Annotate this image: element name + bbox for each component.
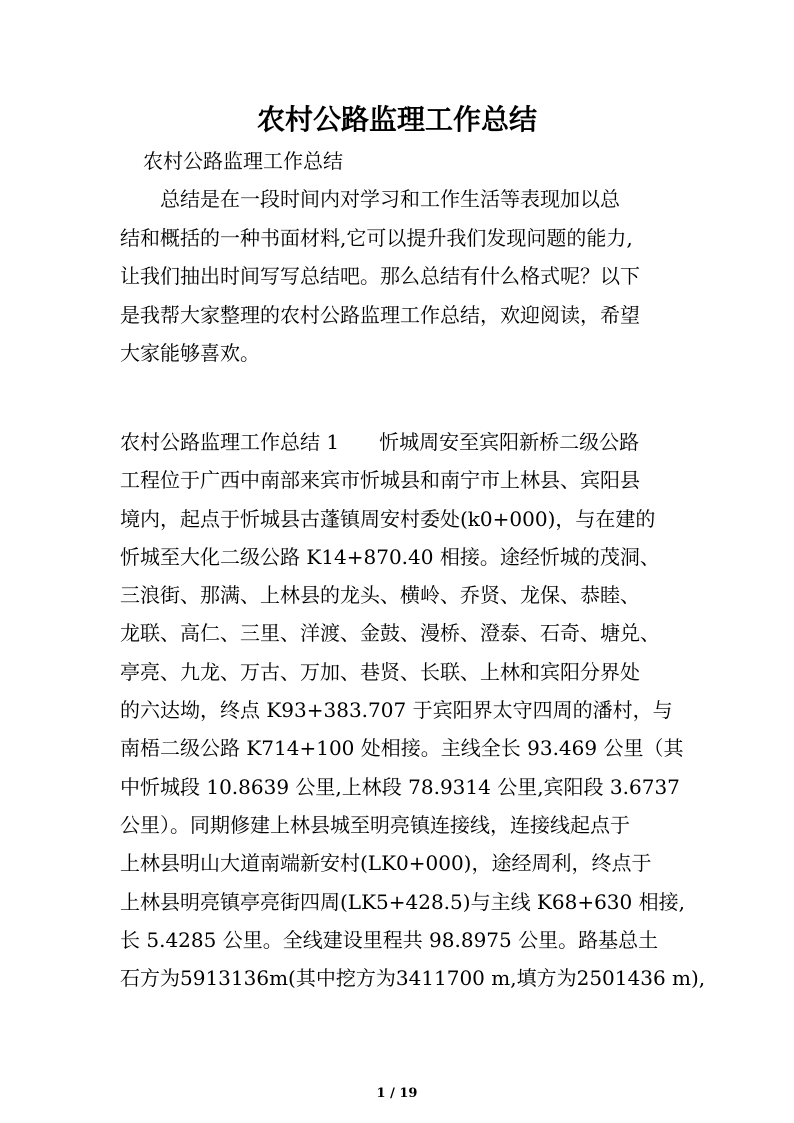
- text-line: 忻城至大化二级公路 K14+870.40 相接。途经忻城的茂洞、: [120, 544, 660, 569]
- page-indicator: 1 / 19: [376, 1086, 418, 1101]
- text-line: 工程位于广西中南部来宾市忻城县和南宁市上林县、宾阳县: [120, 468, 640, 493]
- text-line: 结和概括的一种书面材料,它可以提升我们发现问题的能力,: [120, 225, 633, 250]
- text-line: 农村公路监理工作总结 1 忻城周安至宾阳新桥二级公路: [120, 430, 640, 454]
- text-line: 三浪街、那满、上林县的龙头、横岭、乔贤、龙保、恭睦、: [120, 583, 640, 608]
- intro-paragraph: [120, 180, 680, 373]
- text-line: 是我帮大家整理的农村公路监理工作总结，欢迎阅读，希望: [120, 302, 640, 327]
- document-subtitle: 农村公路监理工作总结: [143, 149, 343, 173]
- text-line: 龙联、高仁、三里、洋渡、金鼓、漫桥、澄泰、石奇、塘兑、: [120, 621, 660, 646]
- text-line: 南梧二级公路 K714+100 处相接。主线全长 93.469 公里（其: [120, 736, 684, 761]
- text-line: 公里）。同期修建上林县城至明亮镇连接线，连接线起点于: [120, 812, 630, 837]
- text-line: 中忻城段 10.8639 公里,上林段 78.9314 公里,宾阳段 3.6737: [120, 774, 680, 799]
- text-line: 让我们抽出时间写写总结吧。那么总结有什么格式呢？以下: [120, 264, 640, 288]
- document-title: 农村公路监理工作总结: [256, 103, 537, 136]
- text-line: 长 5.4285 公里。全线建设里程共 98.8975 公里。路基总土: [120, 927, 659, 952]
- text-line: 石方为5913136m(其中挖方为3411700 m,填方为2501436 m),: [120, 966, 706, 991]
- body-paragraph: [120, 423, 706, 997]
- text-line: 总结是在一段时间内对学习和工作生活等表现加以总: [120, 187, 620, 211]
- text-line: 上林县明山大道南端新安村(LK0+000)，途经周利，终点于: [120, 851, 652, 876]
- text-line: 亭亮、九龙、万古、万加、巷贤、长联、上林和宾阳分界处: [120, 659, 640, 684]
- text-line: 境内，起点于忻城县古蓬镇周安村委处(k0+000)，与在建的: [120, 506, 656, 531]
- text-line: 的六达坳，终点 K93+383.707 于宾阳界太守四周的潘村，与: [120, 698, 673, 723]
- text-line: 大家能够喜欢。: [120, 341, 260, 365]
- text-line: 上林县明亮镇亭亮街四周(LK5+428.5)与主线 K68+630 相接,: [120, 889, 685, 914]
